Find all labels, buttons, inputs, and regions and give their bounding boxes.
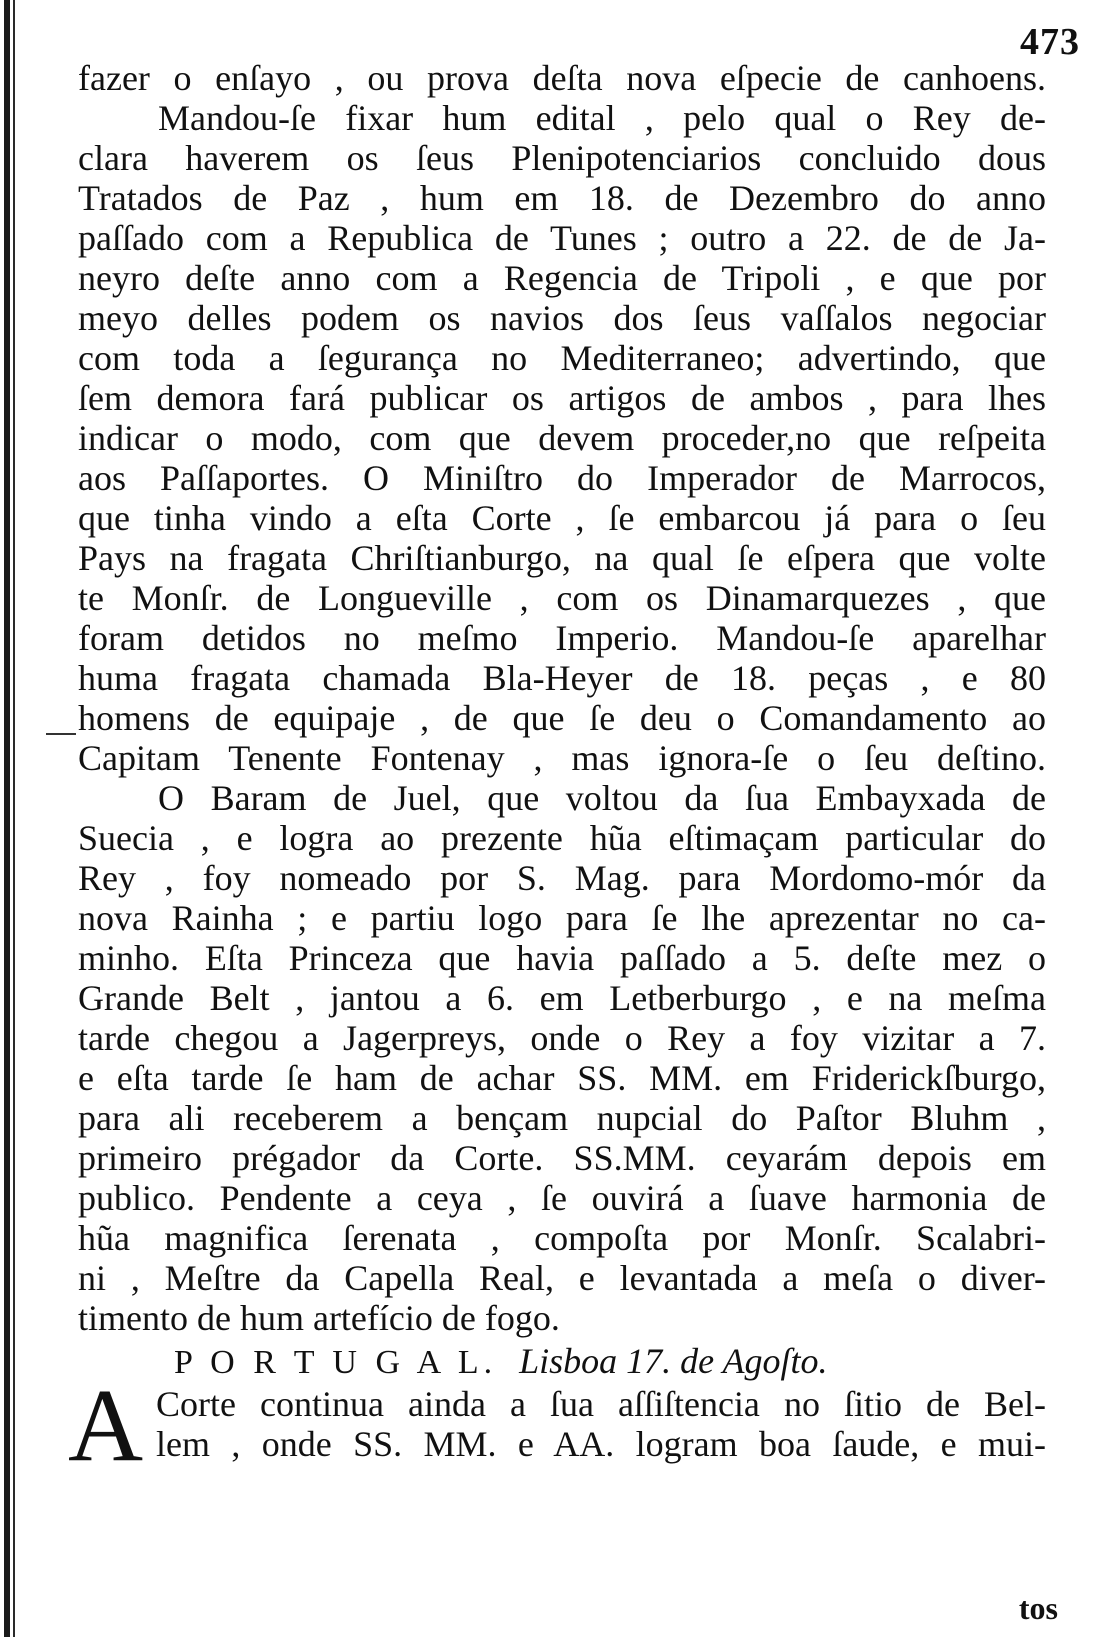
text-line: com toda a ſegurança no Mediterraneo; advertindo, que — [78, 338, 1046, 378]
text-line: publico. Pendente a ceya , ſe ouvirá a ſuave harmonia de — [78, 1178, 1046, 1218]
text-line: Corte continua ainda a ſua aſſiſtencia no ſitio de Bel- — [156, 1384, 1046, 1424]
text-line: ſem demora fará publicar os artigos de ambos , para lhes — [78, 378, 1046, 418]
margin-mark — [46, 733, 76, 735]
text-line: e eſta tarde ſe ham de achar SS. MM. em Friderickſburgo, — [78, 1058, 1046, 1098]
page-binding-line — [13, 0, 15, 1637]
text-line: timento de hum artefício de fogo. — [78, 1298, 560, 1338]
text-line: Suecia , e logra ao prezente hũa eſtimaçam particular do — [78, 818, 1046, 858]
text-line: minho. Eſta Princeza que havia paſſado a 5. deſte mez o — [78, 938, 1046, 978]
drop-cap: A — [68, 1368, 144, 1483]
text-line: meyo delles podem os navios dos ſeus vaſſalos negociar — [78, 298, 1046, 338]
text-line: Grande Belt , jantou a 6. em Letberburgo , e na meſma — [78, 978, 1046, 1018]
text-line: homens de equipaje , de que ſe deu o Comandamento ao — [78, 698, 1046, 738]
heading-place: Lisboa 17. de Agoſto. — [519, 1341, 828, 1381]
heading-country: P O R T U G A L. — [174, 1344, 498, 1381]
text-line: lem , onde SS. MM. e AA. logram boa ſaude, e mui- — [156, 1424, 1046, 1464]
text-line: que tinha vindo a eſta Corte , ſe embarcou já para o ſeu — [78, 498, 1046, 538]
text-line: aos Paſſaportes. O Miniſtro do Imperador de Marrocos, — [78, 458, 1046, 498]
text-line: fazer o enſayo , ou prova deſta nova eſpecie de canhoens. — [78, 58, 1046, 98]
text-line: O Baram de Juel, que voltou da ſua Embayxada de — [158, 778, 1046, 818]
text-line: Tratados de Paz , hum em 18. de Dezembro do anno — [78, 178, 1046, 218]
text-line: indicar o modo, com que devem proceder,no que reſpeita — [78, 418, 1046, 458]
catchword: tos — [1018, 1590, 1058, 1626]
final-paragraph — [68, 1368, 1046, 1483]
text-line: tarde chegou a Jagerpreys, onde o Rey a foy vizitar a 7. — [78, 1018, 1046, 1058]
body-text — [68, 58, 1046, 1483]
text-line: Pays na fragata Chriſtianburgo, na qual ſe eſpera que volte — [78, 538, 1046, 578]
text-line: paſſado com a Republica de Tunes ; outro a 22. de de Ja- — [78, 218, 1046, 258]
text-line: Rey , foy nomeado por S. Mag. para Mordomo-mór da — [78, 858, 1046, 898]
text-line: primeiro prégador da Corte. SS.MM. ceyarám depois em — [78, 1138, 1046, 1178]
section-heading — [78, 1338, 1046, 1384]
text-line: foram detidos no meſmo Imperio. Mandou-ſe aparelhar — [78, 618, 1046, 658]
text-line: Mandou-ſe fixar hum edital , pelo qual o Rey de- — [158, 98, 1046, 138]
text-line: clara haverem os ſeus Plenipotenciarios concluido dous — [78, 138, 1046, 178]
text-line: ni , Meſtre da Capella Real, e levantada a meſa o diver- — [78, 1258, 1046, 1298]
text-line: huma fragata chamada Bla-Heyer de 18. peças , e 80 — [78, 658, 1046, 698]
text-line: te Monſr. de Longueville , com os Dinamarquezes , que — [78, 578, 1046, 618]
text-line: hũa magnifica ſerenata , compoſta por Monſr. Scalabri- — [78, 1218, 1046, 1258]
text-line: nova Rainha ; e partiu logo para ſe lhe aprezentar no ca- — [78, 898, 1046, 938]
page-binding-edge — [4, 0, 10, 1637]
text-line: para ali receberem a bençam nupcial do Paſtor Bluhm , — [78, 1098, 1046, 1138]
page-number: 473 — [1020, 21, 1080, 63]
text-line: neyro deſte anno com a Regencia de Tripoli , e que por — [78, 258, 1046, 298]
text-line: Capitam Tenente Fontenay , mas ignora-ſe o ſeu deſtino. — [78, 738, 1046, 778]
